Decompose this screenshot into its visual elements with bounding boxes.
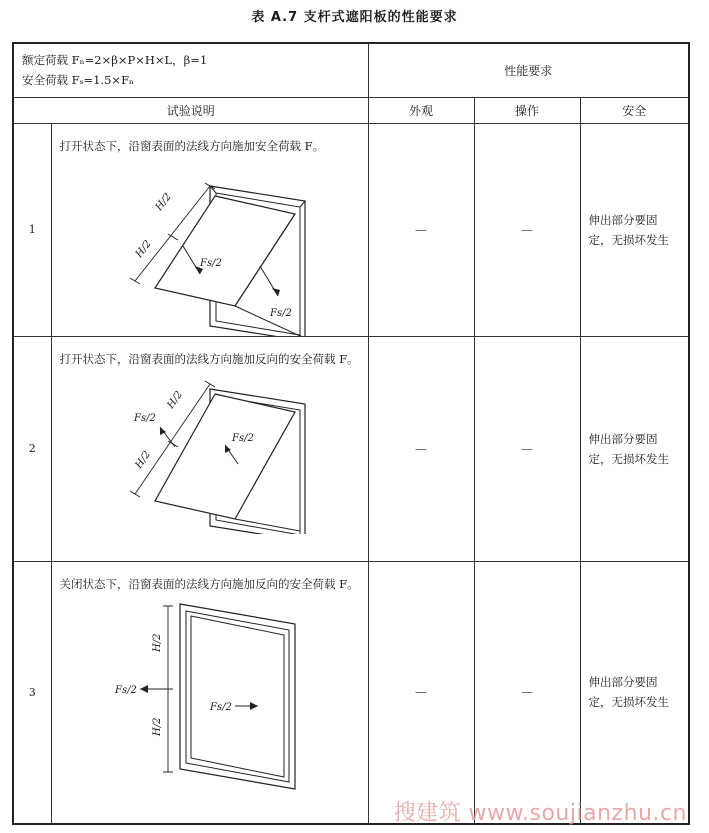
appearance-value: — bbox=[368, 561, 474, 824]
performance-table bbox=[12, 42, 690, 825]
row-number: 1 bbox=[13, 123, 51, 336]
force-label-center: Fs/2 bbox=[231, 432, 254, 444]
row-number: 3 bbox=[13, 561, 51, 824]
appearance-value: — bbox=[368, 336, 474, 561]
test-description bbox=[51, 336, 368, 561]
force-label-left: Fs/2 bbox=[114, 684, 137, 696]
dim-label-lower: H/2 bbox=[132, 448, 153, 471]
operation-value: — bbox=[474, 561, 580, 824]
operation-value: — bbox=[474, 336, 580, 561]
row-number: 2 bbox=[13, 336, 51, 561]
test-description bbox=[51, 561, 368, 824]
load-definition-cell bbox=[13, 43, 368, 97]
force-label-mid: Fs/2 bbox=[199, 257, 222, 269]
dim-label-upper: H/2 bbox=[151, 633, 163, 652]
watermark: 搜建筑 www.soujianzhu.cn bbox=[393, 801, 687, 826]
test-description bbox=[51, 123, 368, 336]
table-row bbox=[13, 123, 689, 336]
appearance-header: 外观 bbox=[368, 97, 474, 123]
operation-value: — bbox=[474, 123, 580, 336]
force-label-center: Fs/2 bbox=[209, 701, 232, 713]
performance-header: 性能要求 bbox=[368, 43, 689, 97]
header-row-1 bbox=[13, 43, 689, 97]
safety-value: 伸出部分要固定，无损坏发生 bbox=[580, 561, 689, 824]
rated-load-formula: 额定荷载 Fₙ=2×β×P×H×L，β=1 bbox=[22, 53, 208, 68]
safety-header: 安全 bbox=[580, 97, 689, 123]
operation-header: 操作 bbox=[474, 97, 580, 123]
dim-label-upper: H/2 bbox=[153, 191, 174, 213]
force-label-left: Fs/2 bbox=[133, 412, 156, 424]
open-state-diagram-2 bbox=[60, 369, 360, 534]
table-row bbox=[13, 561, 689, 824]
test-desc-header: 试验说明 bbox=[13, 97, 368, 123]
dim-label-lower: H/2 bbox=[133, 238, 154, 260]
header-row-2 bbox=[13, 97, 689, 123]
dim-label-lower: H/2 bbox=[151, 717, 163, 736]
description-text: 关闭状态下，沿窗表面的法线方向施加反向的安全荷载 F。 bbox=[59, 576, 359, 591]
force-label-edge: Fs/2 bbox=[269, 307, 292, 319]
closed-state-diagram bbox=[60, 594, 360, 794]
description-text: 打开状态下，沿窗表面的法线方向施加反向的安全荷载 F。 bbox=[59, 351, 359, 366]
table-row bbox=[13, 336, 689, 561]
appearance-value: — bbox=[368, 123, 474, 336]
safety-value: 伸出部分要固定，无损坏发生 bbox=[580, 336, 689, 561]
dim-label-upper: H/2 bbox=[164, 388, 185, 411]
safety-value: 伸出部分要固定，无损坏发生 bbox=[580, 123, 689, 336]
open-state-diagram-1 bbox=[60, 156, 360, 336]
table-title: 表 A.7 支杆式遮阳板的性能要求 bbox=[251, 10, 458, 25]
safety-load-formula: 安全荷载 Fₛ=1.5×Fₙ bbox=[22, 73, 135, 88]
description-text: 打开状态下，沿窗表面的法线方向施加安全荷载 F。 bbox=[59, 138, 325, 153]
